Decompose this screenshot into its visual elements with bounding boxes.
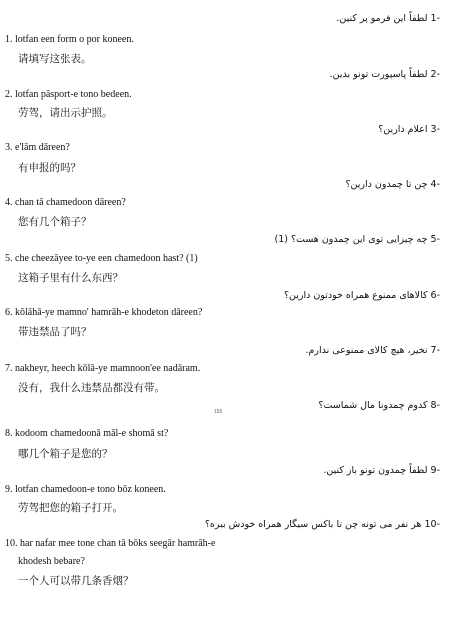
transliteration-line-10-cont: khodesh bebare? [18, 556, 85, 567]
chinese-line-7: 没有，我什么违禁品都没有带。 [18, 382, 165, 394]
transliteration-line-4: 4. chan tā chamedoon dāreen? [5, 197, 126, 208]
fa-line-4: -4 چن تا چمدون دارین؟ [345, 179, 440, 190]
fa-line-5: -5 چه چیزایی توی این چمدون هست؟ (1) [274, 234, 440, 245]
chinese-line-4: 您有几个箱子？ [18, 216, 92, 228]
transliteration-line-6: 6. kōlāhā-ye mamno' hamrāh-e khodeton dāreen? [5, 307, 203, 318]
page-mark: 155 [214, 409, 223, 415]
fa-line-2: -2 لطفاً پاسپورت تونو بدین. [329, 69, 440, 80]
chinese-line-5: 这箱子里有什么东西？ [18, 272, 123, 284]
transliteration-line-9: 9. lotfan chamedoon-e tono bōz koneen. [5, 484, 166, 495]
transliteration-line-2: 2. lotfan pāsport-e tono bedeen. [5, 89, 132, 100]
chinese-line-10: 一个人可以带几条香烟？ [18, 575, 134, 587]
chinese-line-2: 劳驾，请出示护照。 [18, 107, 113, 119]
fa-line-1: -1 لطفاً این فرمو پر کنین. [336, 13, 440, 24]
transliteration-line-7: 7. nakheyr, heech kōlā-ye mamnoon'ee nadāram. [5, 363, 201, 374]
chinese-line-1: 请填写这张表。 [18, 53, 92, 65]
fa-line-9: -9 لطفاً چمدون تونو باز کنین. [323, 465, 440, 476]
chinese-line-3: 有申报的吗？ [18, 162, 81, 174]
chinese-line-9: 劳驾把您的箱子打开。 [18, 502, 123, 514]
fa-line-10: -10 هر نفر می تونه چن تا باکس سیگار همراه خودش ببره؟ [204, 519, 440, 530]
chinese-line-8: 哪几个箱子是您的？ [18, 448, 113, 460]
fa-line-3: -3 اعلام دارین؟ [378, 124, 440, 135]
transliteration-line-3: 3. e'lām dāreen? [5, 142, 70, 153]
fa-line-6: -6 کالاهای ممنوع همراه خودتون دارین؟ [283, 290, 440, 301]
transliteration-line-10: 10. har nafar mee tone chan tā bōks seegār hamrāh-e [5, 538, 216, 549]
chinese-line-6: 带违禁品了吗？ [18, 326, 92, 338]
transliteration-line-5: 5. che cheezāyee to-ye een chamedoon hast? (1) [5, 253, 198, 264]
fa-line-7: -7 نخیر، هیچ کالای ممنوعی ندارم. [305, 345, 440, 356]
transliteration-line-1: 1. lotfan een form o por koneen. [5, 34, 134, 45]
fa-line-8: -8 کدوم چمدونا مال شماست؟ [318, 400, 440, 411]
transliteration-line-8: 8. kodoom chamedoonā māl-e shomā st? [5, 428, 169, 439]
